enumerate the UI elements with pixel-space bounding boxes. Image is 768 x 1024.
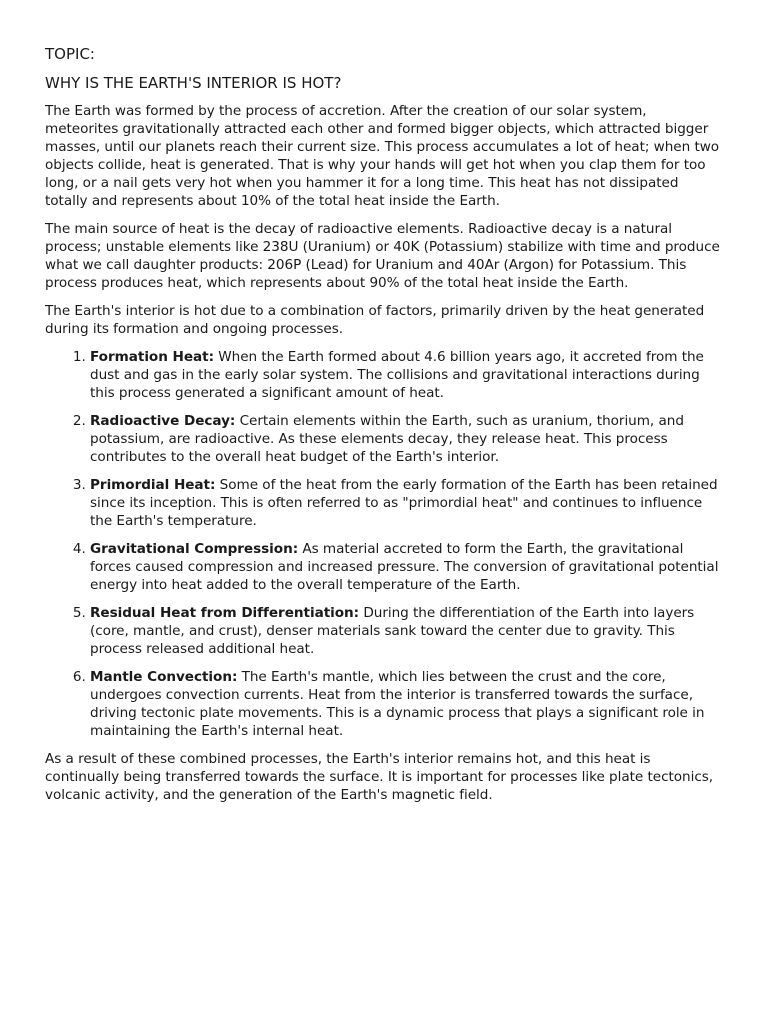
list-item xyxy=(90,604,722,658)
paragraph-factors-intro: The Earth's interior is hot due to a combination of factors, primarily driven by the heat generated during its formation and ongoing processes. xyxy=(45,303,705,337)
paragraph-conclusion: As a result of these combined processes, the Earth's interior remains hot, and this heat is continually being transferred towards the surface. It is important for processes like plate tectonics, volcanic activity, and the generation of the Earth's magnetic field. xyxy=(45,751,714,803)
factor-term: Gravitational Compression: xyxy=(90,541,299,557)
paragraph-radioactive-decay: The main source of heat is the decay of radioactive elements. Radioactive decay is a natural process; unstable elements like 238U (Uranium) or 40K (Potassium) stabilize with time and produce what we call daughter products: 206P (Lead) for Uranium and 40Ar (Argon) for Potassium. This process produces heat, which represents about 90% of the total heat inside the Earth. xyxy=(45,221,720,291)
factor-text: As material accreted to form the Earth, the gravitational forces caused compression and increased pressure. The conversion of gravitational potential energy into heat added to the overall temperature of the Earth. xyxy=(90,541,719,593)
factor-term: Mantle Convection: xyxy=(90,669,238,685)
list-item xyxy=(90,348,722,402)
factor-term: Radioactive Decay: xyxy=(90,413,236,429)
factor-text: The Earth's mantle, which lies between the crust and the core, undergoes convection currents. Heat from the interior is transferred towards the surface, driving tectonic plate movements. This is a dynamic process that plays a significant role in maintaining the Earth's internal heat. xyxy=(90,669,705,739)
list-item xyxy=(90,412,722,466)
factor-term: Primordial Heat: xyxy=(90,477,216,493)
list-item xyxy=(90,476,722,530)
factor-text: During the differentiation of the Earth into layers (core, mantle, and crust), denser materials sank toward the center due to gravity. This process released additional heat. xyxy=(90,605,695,657)
list-item xyxy=(90,668,722,740)
paragraph-accretion: The Earth was formed by the process of accretion. After the creation of our solar system, meteorites gravitationally attracted each other and formed bigger objects, which attracted bigger masses, until our planets reach their current size. This process accumulates a lot of heat; when two objects collide, heat is generated. That is why your hands will get hot when you clap them for too long, or a nail gets very hot when you hammer it for a long time. This heat has not dissipated totally and represents about 10% of the total heat inside the Earth. xyxy=(45,103,720,209)
factor-text: Certain elements within the Earth, such as uranium, thorium, and potassium, are radioactive. As these elements decay, they release heat. This process contributes to the overall heat budget of the Earth's interior. xyxy=(90,413,684,465)
topic-label: TOPIC: xyxy=(45,45,95,63)
factor-term: Residual Heat from Differentiation: xyxy=(90,605,360,621)
factors-list xyxy=(45,348,722,740)
document-title: WHY IS THE EARTH'S INTERIOR IS HOT? xyxy=(45,74,342,92)
factor-term: Formation Heat: xyxy=(90,349,214,365)
list-item xyxy=(90,540,722,594)
factor-text: Some of the heat from the early formation of the Earth has been retained since its inception. This is often referred to as "primordial heat" and continues to influence the Earth's temperature. xyxy=(90,477,718,529)
factor-text: When the Earth formed about 4.6 billion years ago, it accreted from the dust and gas in the early solar system. The collisions and gravitational interactions during this process generated a significant amount of heat. xyxy=(90,349,704,401)
